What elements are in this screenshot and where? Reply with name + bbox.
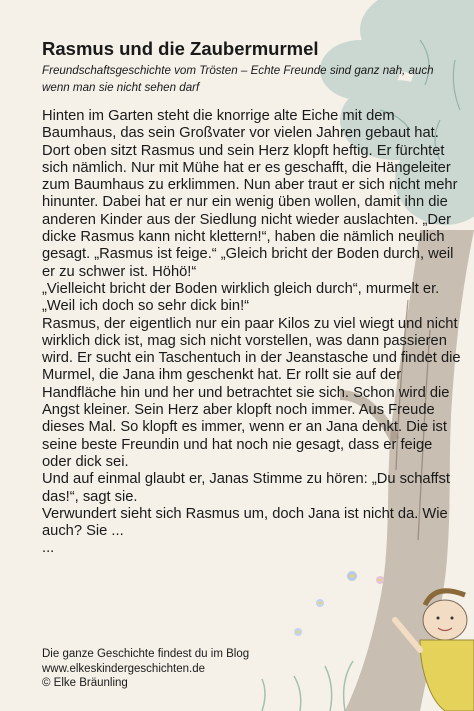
story-paragraph: Verwundert sieht sich Rasmus um, doch Jana ist nicht da. Wie auch? Sie ... <box>42 505 448 540</box>
story-text-block <box>42 38 462 558</box>
blog-url[interactable]: www.elkeskindergeschichten.de <box>42 662 206 675</box>
blog-hint: Die ganze Geschichte findest du im Blog <box>42 648 250 660</box>
story-title: Rasmus und die Zaubermurmel <box>42 38 319 59</box>
story-paragraph: „Vielleicht bricht der Boden wirklich gleich durch“, murmelt er. „Weil ich doch so sehr dick bin!“ <box>42 280 440 315</box>
copyright: © Elke Bräunling <box>42 677 128 690</box>
story-body <box>42 108 462 558</box>
story-paragraph: Und auf einmal glaubt er, Janas Stimme zu hören: „Du schaffst das!“, sagt sie. <box>42 471 450 505</box>
story-paragraph: Hinten im Garten steht die knorrige alte Eiche mit dem Baumhaus, das sein Großvater vor vielen Jahren gebaut hat. <box>42 108 439 142</box>
story-paragraph: Dort oben sitzt Rasmus und sein Herz klopft heftig. Er fürchtet sich nämlich. Nur mit Mühe hat er es geschafft, die Hängeleiter zum Baumhaus zu erklimmen. Nun aber traut er sich nicht mehr hinunter. Dabei hat er nur ein wenig üben wollen, damit ihn die anderen Kinder aus der Siedlung nicht wieder auslachten. „Der dicke Rasmus kann nicht klettern!“, haben die nämlich neulich gesagt. „Rasmus ist feige.“ „Gleich bricht der Boden durch, weil er zu schwer ist. Höhö!“ <box>42 142 458 280</box>
footer <box>42 647 249 691</box>
story-paragraph: Rasmus, der eigentlich nur ein paar Kilos zu viel wiegt und nicht wirklich dick ist, mag sich nicht vorstellen, was dann passieren wird. Er sucht ein Taschentuch in der Jeanstasche und findet die Murmel, die Jana ihm geschenkt hat. Er rollt sie auf der Handfläche hin und her und betrachtet sie sich. Schon wird die Angst kleiner. Sein Herz aber klopft noch immer. Aus Freude dieses Mal. So klopft es immer, wenn er an Jana denkt. Die ist seine beste Freundin und hat noch nie gesagt, dass er feige oder dick sei. <box>42 315 461 470</box>
story-paragraph: ... <box>42 540 55 557</box>
ground-plants <box>262 661 353 711</box>
story-subtitle: Freundschaftsgeschichte vom Trösten – Echte Freunde sind ganz nah, auch wenn man sie nicht sehen darf <box>42 64 434 94</box>
flowers <box>294 571 384 636</box>
